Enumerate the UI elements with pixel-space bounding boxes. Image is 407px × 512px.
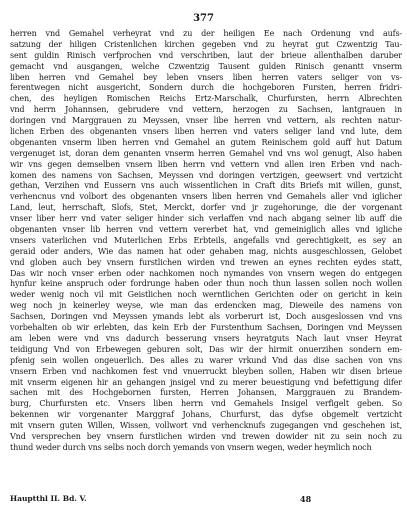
text-line: gemacht vnd ausgangen, welche Czwentzig Tausent gulden Rinisch genantt vnserm bbox=[10, 61, 402, 71]
text-line: thund weder durch vns selbs noch dorch yemands von vnsern wegen, weder heymlich noch bbox=[10, 442, 372, 452]
body-text bbox=[10, 29, 402, 454]
text-line: vorbehalten ob wir erlebten, das kein Erb der Furstenthum Sachsen, Doringen vnd Meyssen bbox=[10, 323, 402, 333]
text-line: Das wir noch vnser erben oder nachkomen noch nymandes von vnsern wegen do entgegen bbox=[10, 268, 402, 278]
text-line: sent guldin Rinisch verfprochen vnd verschriben, laut der brieue allenthalben daruber bbox=[10, 50, 402, 60]
text-line: sachen mit des Hochgebornen fursten, Herren Johansen, Marggrauen zu Brandem- bbox=[10, 388, 402, 398]
text-line: pfenig sein wollen ongeuerlich. Des alles zu warer vrkund Vnd das dise sachen von vns bbox=[10, 355, 402, 365]
page-footer bbox=[10, 494, 402, 505]
text-line: vnsers vaterlichen vnd Muterlichen Erbs Erbteils, angefalls vnd gerechtigkeit, es sey an bbox=[10, 235, 402, 245]
text-line: weder wenig noch vil mit Geistlichen noch werntlichen Gerichten oder on gericht in kein bbox=[10, 290, 402, 300]
text-line: wir vns gegen demselben vnsern liben herrn vnd vettern vnd allen iren Erben vnd nach- bbox=[10, 159, 402, 169]
folio-mark: 48 bbox=[300, 494, 312, 504]
text-line: weg noch jn keinerley weyse, wie man das erdencken mag, Dieweile des namens von bbox=[10, 301, 402, 311]
page-number: 377 bbox=[193, 13, 214, 24]
text-line: mit vnserm eigenen hir an gehangen jnsigel vnd zu merer beuestigung vnd befettigung difer bbox=[10, 377, 402, 387]
text-line: Land, leut, herrschaft, Slofs, Stet, Merckt, dorfer vnd jr zugehorunge, die der vorgenant bbox=[10, 203, 402, 213]
text-line: ferentwegen nicht ausgericht, Sondern durch die hochgeboren Fursten, herren fridri- bbox=[10, 83, 402, 93]
text-line: hynfur keine anspruch oder fordrunge haben oder thun noch thun lassen sollen noch wollen bbox=[10, 279, 402, 289]
text-line: obgenanten vnserm liben herren vnd Gemahel an gutem Reinischem gold auff hut Datum bbox=[10, 137, 402, 147]
text-line: doringen vnd Marggrauen zu Meyssen, vnser libe herren vnd vettern, als rechten natur- bbox=[10, 116, 402, 126]
text-line: vnd globen auch bey vnsern furstlichen wirden vnd trewen an eynes rechten eydes statt, bbox=[10, 257, 402, 267]
text-line: geraid oder anders, Wie das namen hat oder gehaben mag, nichts ausgeschlossen, Gelobet bbox=[10, 246, 402, 256]
text-line: gethan, Verzihen vnd Eussern vns auch wissentlichen in Craft dits Briefs mit willen, gunst, bbox=[10, 181, 402, 191]
text-line: liben herren vnd Gemahel bey leben vnsers liben herren vaters seliger von vs- bbox=[10, 72, 402, 82]
signature-mark: Hauptthl II. Bd. V. bbox=[10, 494, 87, 503]
text-line: vergenuget ist, doran dem genanten vnserm herren Gemahel vnd vns wol genugt, Also haben bbox=[10, 148, 402, 158]
text-line: mit vnsern guten Willen, Wissen, vollwort vnd verhencknufs zugegangen vnd geschehen ist, bbox=[10, 421, 402, 431]
text-line: herren vnd Gemahel verheyrat vnd zu der heiligen Ee nach Ordenung vnd aufs- bbox=[10, 29, 402, 38]
text-line: Sachsen, Doringen vnd Meyssen ymands lebt als vorberurt ist, Doch ausgeslossen vnd vns bbox=[10, 312, 402, 322]
text-line: vnd herrn Johannsen, gebrudere vnd vettern, herzogen zu Sachsen, lantgrauen in bbox=[10, 105, 402, 115]
text-line: vnsern Erben vnd nachkomen fest vnd vnuerruckt bleyben sollen, Haben wir disen brieue bbox=[10, 366, 402, 376]
text-line: am leben were vnd vns dadurch besserung vnsers heyratguts Nach laut vnser Heyrat bbox=[10, 333, 402, 343]
text-line: teidigung Vnd von Erbewegen geburen solt, Das wir der hirmit onuerzihen sondern em- bbox=[10, 344, 402, 354]
text-line: chen, des heyligen Romischen Reichs Ertz-Marschalk, Churfursten, herrn Albrechten bbox=[10, 94, 402, 104]
text-line: verhencnus vnd volbort des obgenanten vnsers liben herren vnd Gemahels aller vnd iglicher bbox=[10, 192, 402, 202]
text-line: satzung der hiligen Cristenlichen kirchen gegeben vnd zu heyrat gut Czwentzig Tau- bbox=[10, 39, 402, 49]
text-line: lichen Erben des obgenanten vnsers liben herren vnd vaters seliger land vnd lute, dem bbox=[10, 127, 402, 137]
text-line: komen des namens von Sachsen, Meyssen vnd doringen vertzigen, geewsert vnd vertzicht bbox=[10, 170, 402, 180]
text-line: bekennen wir vorgenanter Marggraf Johans, Churfurst, das dyfse obgemelt vertzicht bbox=[10, 410, 402, 420]
text-line: burg, Churfursten etc. Vnsers liben herrn vnd Gemahels Insigel verfigelt geben. So bbox=[10, 399, 402, 409]
text-line: obgenanten vnser lib herren vnd vettern vererbet hat, vnd gemeiniglich alles vnd igliche bbox=[10, 225, 402, 235]
text-line: Vnd versprechen bey vnsern furstlichen wirden vnd trewen dowider nit zu sein noch zu bbox=[10, 431, 402, 441]
text-line: vnser liber herr vnd vater seliger hinder sich verlaffen vnd nach abgang seiner lib auff die bbox=[10, 214, 402, 224]
